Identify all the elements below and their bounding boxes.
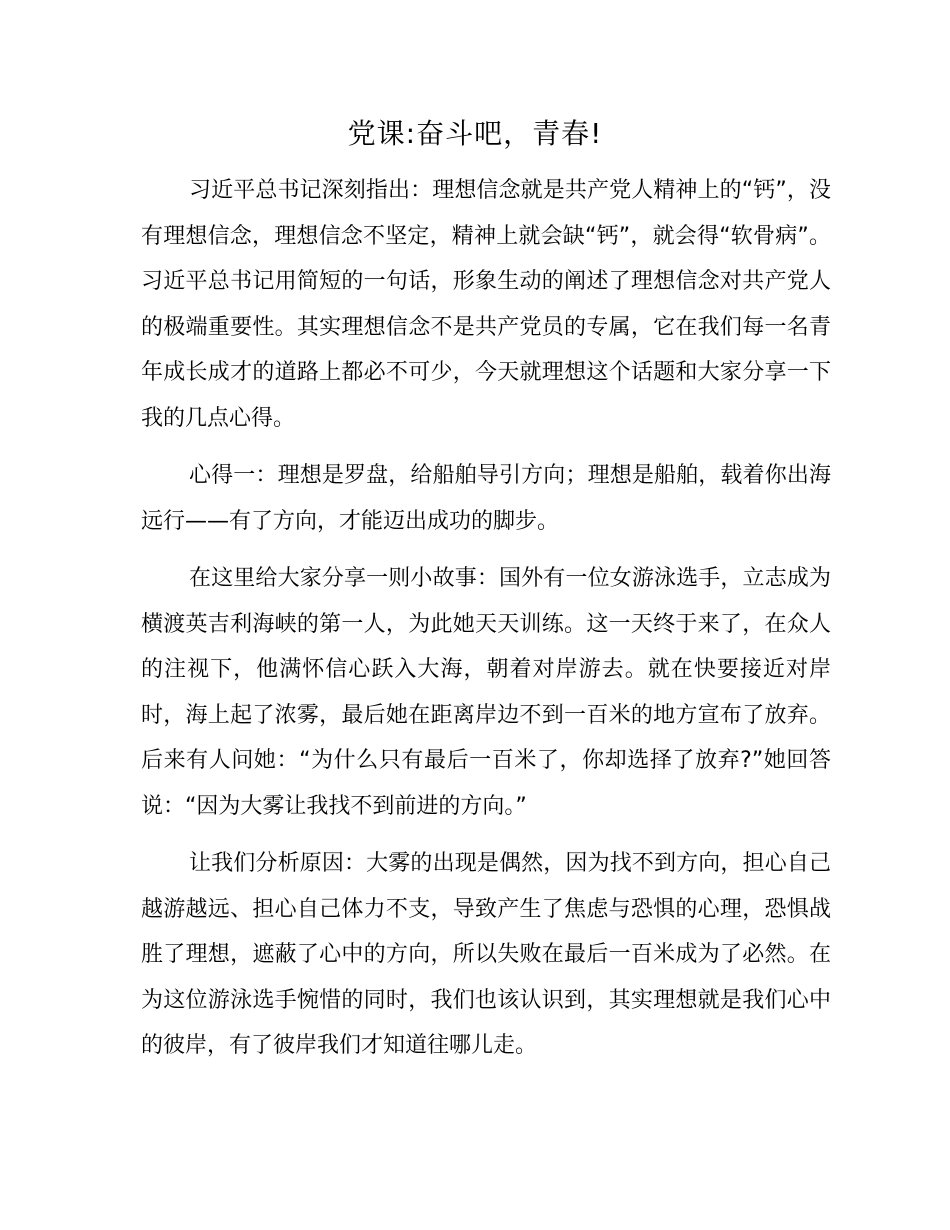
page-title: 党课:奋斗吧，青春! — [347, 117, 603, 150]
paragraph-insight-one: 心得一：理想是罗盘，给船舶导引方向；理想是船舶，载着你出海远行——有了方向，才能迈出成功的脚步。 — [141, 463, 831, 534]
paragraph-intro: 习近平总书记深刻指出：理想信念就是共产党人精神上的“钙”，没有理想信念，理想信念不坚定，精神上就会缺“钙”，就会得“软骨病”。习近平总书记用简短的一句话，形象生动的阐述了理想信念对共产党人的极端重要性。其实理想信念不是共产党员的专属，它在我们每一名青年成长成才的道路上都必不可少，今天就理想这个话题和大家分享一下我的几点心得。 — [141, 178, 831, 431]
document-body — [141, 168, 831, 1081]
paragraph-story: 在这里给大家分享一则小故事：国外有一位女游泳选手，立志成为横渡英吉利海峡的第一人，为此她天天训练。这一天终于来了，在众人的注视下，他满怀信心跃入大海，朝着对岸游去。就在快要接近对岸时，海上起了浓雾，最后她在距离岸边不到一百米的地方宣布了放弃。后来有人问她：“为什么只有最后一百米了，你却选择了放弃?”她回答说：“因为大雾让我找不到前进的方向。” — [141, 566, 831, 819]
paragraph-analysis: 让我们分析原因：大雾的出现是偶然，因为找不到方向，担心自己越游越远、担心自己体力不支，导致产生了焦虑与恐惧的心理，恐惧战胜了理想，遮蔽了心中的方向，所以失败在最后一百米成为了必然。在为这位游泳选手惋惜的同时，我们也该认识到，其实理想就是我们心中的彼岸，有了彼岸我们才知道往哪儿走。 — [141, 851, 831, 1058]
